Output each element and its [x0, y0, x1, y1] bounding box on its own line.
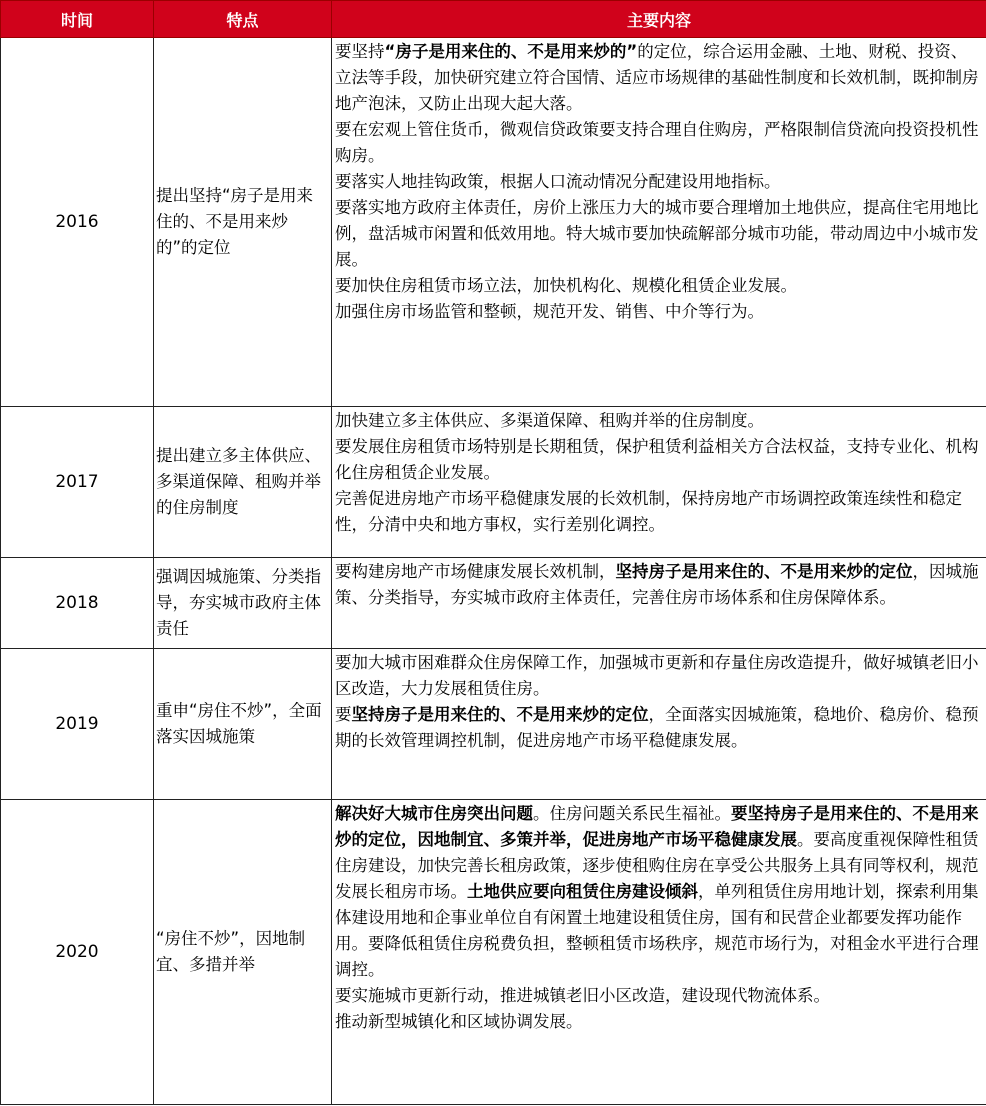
year-cell: 2017 — [1, 407, 154, 558]
content-paragraph: 要加快住房租赁市场立法，加快机构化、规模化租赁企业发展。 — [335, 276, 797, 295]
header-row — [1, 1, 986, 38]
content-paragraph: 要发展住房租赁市场特别是长期租赁，保护租赁利益相关方合法权益，支持专业化、机构化住房租赁企业发展。 — [335, 437, 979, 482]
table-row — [1, 558, 986, 649]
content-cell — [332, 38, 986, 407]
content-paragraph: 要构建房地产市场健康发展长效机制，坚持房子是用来住的、不是用来炒的定位，因城施策、分类指导，夯实城市政府主体责任，完善住房市场体系和住房保障体系。 — [335, 562, 979, 607]
content-paragraph: 要坚持“房子是用来住的、不是用来炒的”的定位，综合运用金融、土地、财税、投资、立法等手段，加快研究建立符合国情、适应市场规律的基础性制度和长效机制，既抑制房地产泡沫，又防止出现大起大落。 — [335, 42, 979, 113]
year-cell: 2016 — [1, 38, 154, 407]
content-paragraph: 完善促进房地产市场平稳健康发展的长效机制，保持房地产市场调控政策连续性和稳定性，分清中央和地方事权，实行差别化调控。 — [335, 489, 962, 534]
content-cell — [332, 800, 986, 1105]
content-paragraph: 解决好大城市住房突出问题。住房问题关系民生福祉。要坚持房子是用来住的、不是用来炒的定位，因地制宜、多策并举，促进房地产市场平稳健康发展。要高度重视保障性租赁住房建设，加快完善长租房政策，逐步使租购住房在享受公共服务上具有同等权利，规范发展长租房市场。土地供应要向租赁住房建设倾斜，单列租赁住房用地计划，探索利用集体建设用地和企事业单位自有闲置土地建设租赁住房，国有和民营企业都要发挥功能作用。要降低租赁住房税费负担，整顿租赁市场秩序，规范市场行为，对租金水平进行合理调控。 — [335, 804, 979, 979]
content-paragraph: 加快建立多主体供应、多渠道保障、租购并举的住房制度。 — [335, 411, 764, 430]
content-paragraph: 要落实地方政府主体责任，房价上涨压力大的城市要合理增加土地供应，提高住宅用地比例，盘活城市闲置和低效用地。特大城市要加快疏解部分城市功能，带动周边中小城市发展。 — [335, 198, 979, 269]
feature-cell: 重申“房住不炒”，全面落实因城施策 — [154, 649, 332, 800]
feature-cell: 提出坚持“房子是用来住的、不是用来炒的”的定位 — [154, 38, 332, 407]
content-paragraph: 要加大城市困难群众住房保障工作，加强城市更新和存量住房改造提升，做好城镇老旧小区改造，大力发展租赁住房。 — [335, 653, 979, 698]
content-paragraph: 要坚持房子是用来住的、不是用来炒的定位，全面落实因城施策，稳地价、稳房价、稳预期的长效管理调控机制，促进房地产市场平稳健康发展。 — [335, 705, 979, 750]
content-cell — [332, 649, 986, 800]
header-content: 主要内容 — [332, 1, 986, 38]
table-row — [1, 800, 986, 1105]
content-paragraph: 要实施城市更新行动，推进城镇老旧小区改造，建设现代物流体系。 — [335, 986, 830, 1005]
table-row — [1, 38, 986, 407]
content-paragraph: 加强住房市场监管和整顿，规范开发、销售、中介等行为。 — [335, 302, 764, 321]
content-paragraph: 推动新型城镇化和区域协调发展。 — [335, 1012, 583, 1031]
content-cell — [332, 558, 986, 649]
year-cell: 2020 — [1, 800, 154, 1105]
content-paragraph: 要在宏观上管住货币，微观信贷政策要支持合理自住购房，严格限制信贷流向投资投机性购房。 — [335, 120, 979, 165]
table-row — [1, 407, 986, 558]
header-feature: 特点 — [154, 1, 332, 38]
feature-cell: 提出建立多主体供应、多渠道保障、租购并举的住房制度 — [154, 407, 332, 558]
content-paragraph: 要落实人地挂钩政策，根据人口流动情况分配建设用地指标。 — [335, 172, 781, 191]
content-cell — [332, 407, 986, 558]
feature-cell: 强调因城施策、分类指导，夯实城市政府主体责任 — [154, 558, 332, 649]
feature-cell: “房住不炒”，因地制宜、多措并举 — [154, 800, 332, 1105]
table-row — [1, 649, 986, 800]
header-time: 时间 — [1, 1, 154, 38]
year-cell: 2019 — [1, 649, 154, 800]
year-cell: 2018 — [1, 558, 154, 649]
